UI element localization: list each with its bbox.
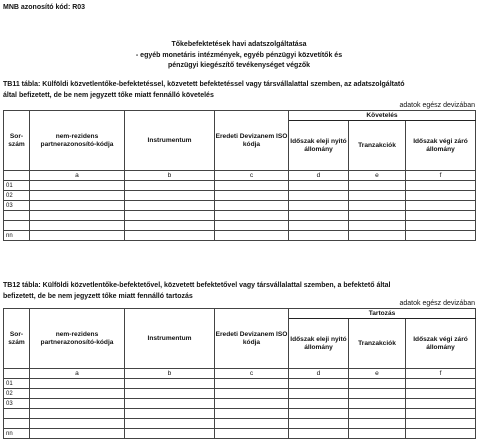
group-header-kovetelés: Követelés xyxy=(289,111,476,121)
cell-input[interactable] xyxy=(406,221,476,231)
cell-input[interactable] xyxy=(349,211,406,221)
table-row xyxy=(4,389,476,399)
cell-input[interactable] xyxy=(349,221,406,231)
header-idoszak-eleji: Időszak eleji nyitó állomány xyxy=(289,319,349,369)
row-number: nn xyxy=(4,429,30,439)
cell-input[interactable] xyxy=(125,201,215,211)
cell-input[interactable] xyxy=(406,419,476,429)
cell-input[interactable] xyxy=(30,201,125,211)
cell-input[interactable] xyxy=(215,181,289,191)
row-number: 03 xyxy=(4,399,30,409)
cell-input[interactable] xyxy=(30,419,125,429)
cell-input[interactable] xyxy=(406,231,476,241)
cell-input[interactable] xyxy=(215,389,289,399)
table-title-tb11-line-1: TB11 tábla: Külföldi közvetlentőke-befektetéssel, közvetett befektetéssel vagy társvállalattal szemben, az adatszolgáltató xyxy=(3,81,405,88)
table-row xyxy=(4,191,476,201)
table-title-tb12 xyxy=(3,281,475,302)
column-letter-row xyxy=(4,369,476,379)
cell-input[interactable] xyxy=(349,231,406,241)
row-number: 02 xyxy=(4,191,30,201)
header-instrumentum: Instrumentum xyxy=(125,309,215,369)
header-tranzakciok: Tranzakciók xyxy=(349,121,406,171)
header-eredeti-deviza: Eredeti Devizanem ISO kódja xyxy=(215,309,289,369)
cell-input[interactable] xyxy=(406,201,476,211)
main-title-line-3: pénzügyi kiegészítő tevékenységet végzők xyxy=(168,62,310,69)
cell-input[interactable] xyxy=(349,429,406,439)
row-number xyxy=(4,419,30,429)
cell-input[interactable] xyxy=(289,429,349,439)
cell-input[interactable] xyxy=(349,419,406,429)
cell-input[interactable] xyxy=(406,409,476,419)
row-number: 03 xyxy=(4,201,30,211)
cell-input[interactable] xyxy=(349,181,406,191)
table-title-tb11-line-2: által befizetett, de be nem jegyzett tőke miatt fennálló követelés xyxy=(3,91,214,99)
header-instrumentum: Instrumentum xyxy=(125,111,215,171)
cell-input[interactable] xyxy=(30,409,125,419)
table-row xyxy=(4,379,476,389)
cell-input[interactable] xyxy=(289,201,349,211)
cell-input[interactable] xyxy=(215,201,289,211)
header-nem-rezidens: nem-rezidens partnerazonosító-kódja xyxy=(30,111,125,171)
main-title-line-2: - egyéb monetáris intézmények, egyéb pénzügyi közvetítők és xyxy=(135,51,343,59)
table-row xyxy=(4,231,476,241)
cell-input[interactable] xyxy=(30,379,125,389)
cell-input[interactable] xyxy=(125,211,215,221)
cell-input[interactable] xyxy=(349,191,406,201)
cell-input[interactable] xyxy=(30,399,125,409)
column-letter: c xyxy=(215,369,289,379)
cell-input[interactable] xyxy=(125,231,215,241)
column-letter: a xyxy=(30,369,125,379)
cell-input[interactable] xyxy=(406,389,476,399)
column-letter xyxy=(4,369,30,379)
table-row xyxy=(4,181,476,191)
column-letter: b xyxy=(125,369,215,379)
header-tranzakciok: Tranzakciók xyxy=(349,319,406,369)
cell-input[interactable] xyxy=(125,429,215,439)
cell-input[interactable] xyxy=(215,379,289,389)
table-row xyxy=(4,201,476,211)
column-letter: b xyxy=(125,171,215,181)
group-header-tartozas: Tartozás xyxy=(289,309,476,319)
cell-input[interactable] xyxy=(406,191,476,201)
cell-input[interactable] xyxy=(30,389,125,399)
main-title-line-1: Tőkebefektetések havi adatszolgáltatása xyxy=(171,41,307,48)
units-note-tb11: adatok egész devizában xyxy=(399,102,475,109)
table-row xyxy=(4,221,476,231)
cell-input[interactable] xyxy=(289,211,349,221)
row-number xyxy=(4,221,30,231)
row-number: 02 xyxy=(4,389,30,399)
cell-input[interactable] xyxy=(289,191,349,201)
column-letter: e xyxy=(349,171,406,181)
header-idoszak-eleji: Időszak eleji nyitó állomány xyxy=(289,121,349,171)
header-sorszam: Sor-szám xyxy=(4,111,30,171)
cell-input[interactable] xyxy=(30,191,125,201)
main-title xyxy=(0,40,478,72)
row-number xyxy=(4,211,30,221)
cell-input[interactable] xyxy=(215,231,289,241)
form-code: MNB azonosító kód: R03 xyxy=(3,4,86,11)
cell-input[interactable] xyxy=(125,181,215,191)
cell-input[interactable] xyxy=(289,419,349,429)
cell-input[interactable] xyxy=(289,221,349,231)
cell-input[interactable] xyxy=(349,379,406,389)
cell-input[interactable] xyxy=(289,231,349,241)
units-note-tb12: adatok egész devizában xyxy=(399,300,475,307)
cell-input[interactable] xyxy=(289,399,349,409)
cell-input[interactable] xyxy=(289,409,349,419)
table-tb11 xyxy=(3,110,476,241)
cell-input[interactable] xyxy=(349,389,406,399)
cell-input[interactable] xyxy=(125,419,215,429)
table-row xyxy=(4,409,476,419)
cell-input[interactable] xyxy=(215,429,289,439)
cell-input[interactable] xyxy=(30,221,125,231)
row-number: 01 xyxy=(4,181,30,191)
header-sorszam: Sor-szám xyxy=(4,309,30,369)
column-letter: e xyxy=(349,369,406,379)
table-row xyxy=(4,429,476,439)
cell-input[interactable] xyxy=(215,191,289,201)
cell-input[interactable] xyxy=(406,211,476,221)
cell-input[interactable] xyxy=(349,399,406,409)
row-number xyxy=(4,409,30,419)
cell-input[interactable] xyxy=(215,211,289,221)
cell-input[interactable] xyxy=(289,389,349,399)
column-letter xyxy=(4,171,30,181)
table-title-tb11 xyxy=(3,80,475,101)
cell-input[interactable] xyxy=(349,409,406,419)
cell-input[interactable] xyxy=(30,181,125,191)
row-number: 01 xyxy=(4,379,30,389)
cell-input[interactable] xyxy=(406,379,476,389)
header-idoszak-vegi: Időszak végi záró állomány xyxy=(406,319,476,369)
column-letter: c xyxy=(215,171,289,181)
cell-input[interactable] xyxy=(406,181,476,191)
cell-input[interactable] xyxy=(30,211,125,221)
table-row xyxy=(4,211,476,221)
cell-input[interactable] xyxy=(30,231,125,241)
cell-input[interactable] xyxy=(406,399,476,409)
cell-input[interactable] xyxy=(289,181,349,191)
table-row xyxy=(4,399,476,409)
cell-input[interactable] xyxy=(215,419,289,429)
column-letter: d xyxy=(289,171,349,181)
cell-input[interactable] xyxy=(406,429,476,439)
cell-input[interactable] xyxy=(125,379,215,389)
cell-input[interactable] xyxy=(125,389,215,399)
cell-input[interactable] xyxy=(215,409,289,419)
header-eredeti-deviza: Eredeti Devizanem ISO kódja xyxy=(215,111,289,171)
table-title-tb12-line-1: TB12 tábla: Külföldi közvetlentőke-befektetővel, közvetett befektetővel vagy társvállalattal szemben, a befektető által xyxy=(3,282,391,289)
column-letter: a xyxy=(30,171,125,181)
cell-input[interactable] xyxy=(349,201,406,211)
cell-input[interactable] xyxy=(125,409,215,419)
column-letter: f xyxy=(406,369,476,379)
table-row xyxy=(4,419,476,429)
cell-input[interactable] xyxy=(215,221,289,231)
column-letter-row xyxy=(4,171,476,181)
column-letter: d xyxy=(289,369,349,379)
cell-input[interactable] xyxy=(30,429,125,439)
cell-input[interactable] xyxy=(125,191,215,201)
table-title-tb12-line-2: befizetett, de be nem jegyzett tőke miatt fennálló tartozás xyxy=(3,292,193,300)
column-letter: f xyxy=(406,171,476,181)
header-nem-rezidens: nem-rezidens partnerazonosító-kódja xyxy=(30,309,125,369)
cell-input[interactable] xyxy=(125,399,215,409)
header-idoszak-vegi: Időszak végi záró állomány xyxy=(406,121,476,171)
cell-input[interactable] xyxy=(215,399,289,409)
row-number: nn xyxy=(4,231,30,241)
cell-input[interactable] xyxy=(289,379,349,389)
table-tb12 xyxy=(3,308,476,439)
cell-input[interactable] xyxy=(125,221,215,231)
